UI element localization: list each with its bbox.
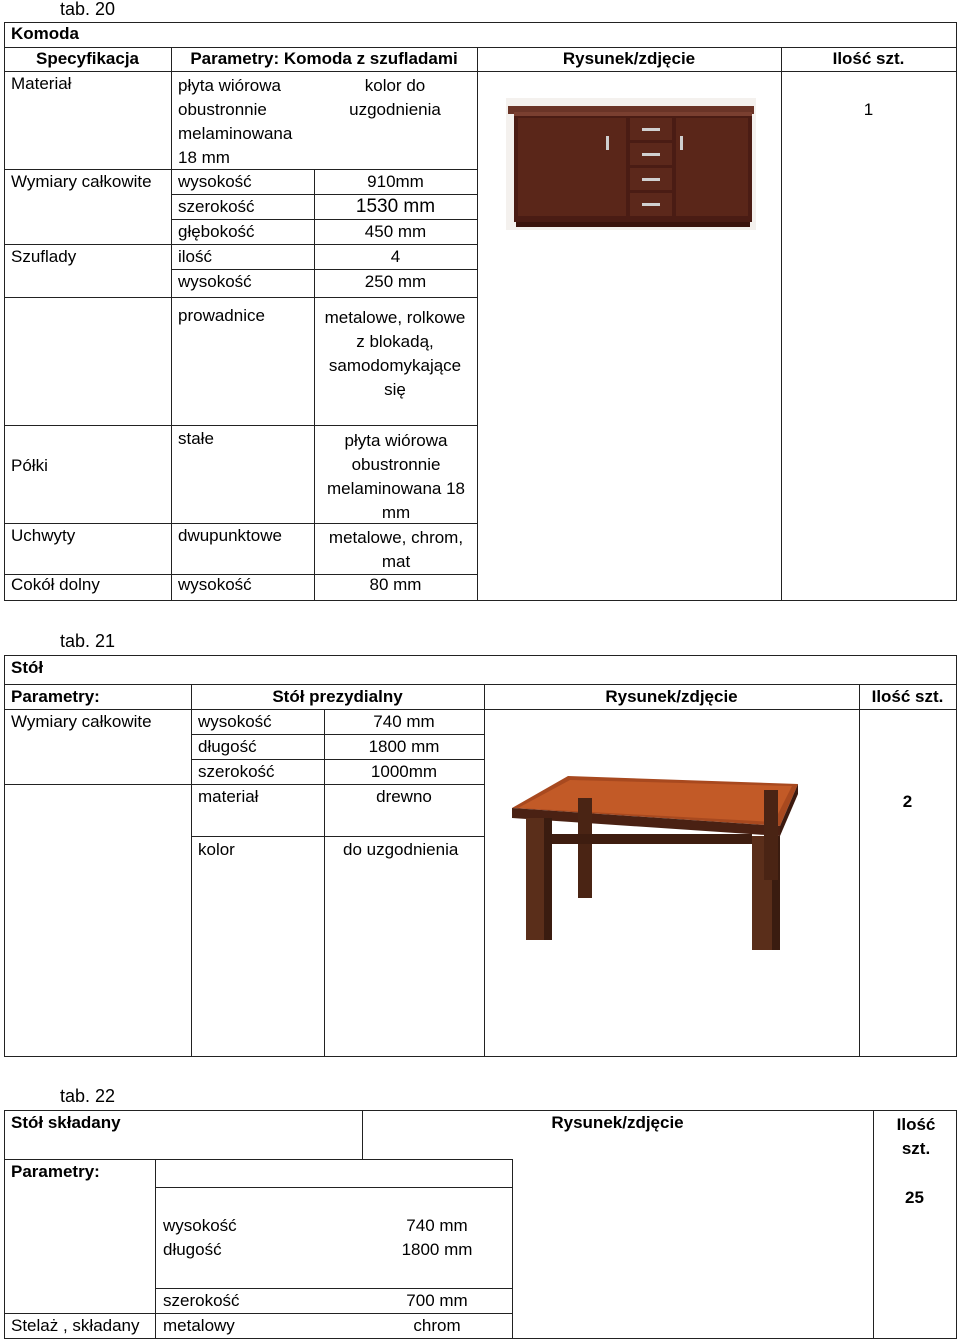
tab20-header-qty: Ilość szt. [832,49,905,68]
tab20-plinth-value: 80 mm [369,575,422,594]
tab20-width-value: 1530 mm [355,196,436,217]
tab21-caption: tab. 21 [60,631,116,651]
tab21-width-label: szerokość [198,762,275,781]
tab22-header-image: Rysunek/zdjęcie [551,1113,684,1132]
tab20-title: Komoda [11,24,79,43]
tab20-height-value: 910mm [367,172,424,191]
tab22-height-value: 740 mm [406,1216,468,1235]
tab20-header-image: Rysunek/zdjęcie [562,49,696,68]
tab20-material-value: kolor do uzgodnienia [349,76,441,119]
tab21-header-params: Parametry: [11,687,100,706]
tab20-drawer-height-value: 250 mm [364,272,427,291]
tab21-title: Stół [11,658,44,677]
tab20-height-label: wysokość [178,172,252,191]
tab21-height-label: wysokość [198,712,272,731]
tab20-handles-value: metalowe, chrom, mat [328,528,464,571]
tab20-plinth-param: wysokość [178,575,252,594]
tab22-length-label: długość [163,1240,222,1259]
tab22-width-label: szerokość [163,1291,240,1310]
tab22-header-qty: Ilość szt. [896,1115,936,1158]
dresser-image [506,98,756,230]
tab20-handles-label: Uchwyty [11,526,76,545]
tab20-material-label: Materiał [11,74,72,93]
tab21-color-value: do uzgodnienia [343,840,459,859]
tab20-width-label: szerokość [178,197,255,216]
tab20-drawer-height-label: wysokość [178,272,252,291]
tab22-height-label: wysokość [163,1216,237,1235]
tab20-shelves-label: Półki [11,456,48,475]
tab21-qty: 2 [902,792,913,811]
table-image [510,768,800,952]
tab21-length-value: 1800 mm [368,737,440,756]
tab20-fixed-value: płyta wiórowa obustronnie melaminowana 18 mm [327,431,465,522]
tab21-color-label: kolor [198,840,235,859]
tab20-handles-param: dwupunktowe [178,526,282,545]
tab21-header-image: Rysunek/zdjęcie [605,687,738,706]
tab20-fixed-label: stałe [178,429,214,448]
tab20-drawers-label: Szuflady [11,247,77,266]
tab22-caption: tab. 22 [60,1086,116,1106]
tab20-count-label: ilość [178,247,213,266]
tab21-width-value: 1000mm [370,762,438,781]
tab20-guides-value: metalowe, rolkowe z blokadą, samodomykające się [324,308,466,399]
tab21-dims-label: Wymiary całkowite [11,712,152,731]
tab22-length-value: 1800 mm [401,1240,473,1259]
tab20-header-spec: Specyfikacja [36,49,140,68]
tab20-plinth-label: Cokół dolny [11,575,100,594]
tab22-header-params: Parametry: [11,1162,100,1181]
tab20-count-value: 4 [390,247,401,266]
tab20-depth-value: 450 mm [364,222,427,241]
tab22-frame-param: metalowy [163,1316,235,1335]
tab21-length-label: długość [198,737,257,756]
tab20-material-param: płyta wiórowa obustronnie melaminowana 18 mm [178,76,293,167]
tab20-qty: 1 [863,100,874,119]
tab20-dims-label: Wymiary całkowite [11,172,152,191]
tab22-width-value: 700 mm [406,1291,468,1310]
tab21-material-value: drewno [376,787,432,806]
tab21-header-qty: Ilość szt. [871,687,944,706]
tab21-header-name: Stół prezydialny [272,687,403,706]
tab20-depth-label: głębokość [178,222,255,241]
tab22-title: Stół składany [11,1113,121,1132]
tab22-frame-label: Stelaż , składany [11,1316,140,1335]
tab20-caption: tab. 20 [60,0,116,19]
tab22-frame-value: chrom [413,1316,461,1335]
tab20-guides-label: prowadnice [178,306,265,325]
tab21-material-label: materiał [198,787,259,806]
tab20-header-params: Parametry: Komoda z szufladami [190,49,458,68]
tab22-qty: 25 [905,1188,924,1207]
tab21-height-value: 740 mm [373,712,435,731]
